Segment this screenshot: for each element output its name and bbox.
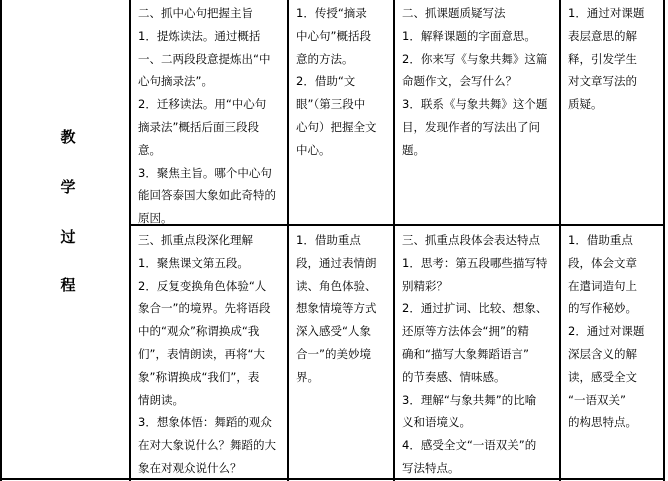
design-intent-cell [561,0,663,224]
cell-text-line: 眼”（第三段中 [296,97,366,112]
cell-text-line: 的节奏感、情味感。 [402,369,506,384]
cell-text-line: 深入感受“人象 [296,324,371,339]
cell-text-line: 3．聚焦主旨。哪个中心句 [138,165,272,180]
student-activity-cell [395,226,559,478]
side-label-char: 过 [60,228,76,246]
cell-text-line: “一语双关” [568,392,626,407]
cell-text-line: 目，发现作者的写法出了问 [402,119,540,134]
cell-text-line: 1．传授“摘录 [296,6,367,20]
cell-text-line: 象在对观众说什么？ [138,460,242,475]
cell-text-line: 3．理解“与象共舞”的比喻 [402,392,537,407]
cell-text-line: 题。 [402,142,425,157]
cell-text-line: 段，通过表情朗 [296,255,377,270]
cell-text-line: 还原等方法体会“拥”的精 [402,324,529,339]
teacher-activity-cell [131,226,287,478]
cell-text-line: 2．通过扩词、比较、想象、 [402,301,548,316]
cell-text-line: 1．聚焦课文第五段。 [138,255,249,270]
teaching-method-cell [289,226,393,478]
cell-text-line: 释，引发学生 [568,51,637,66]
cell-text-line: 的写作秘妙。 [568,301,637,316]
cell-text-line: 的构思特点。 [568,415,637,430]
cell-text-line: 心句）把握全文 [296,119,377,134]
table-border-right [663,0,665,481]
cell-text-line: 们”，表情朗读，再将“大 [138,346,265,361]
teaching-method-cell [289,0,393,224]
cell-text-line: 原因。 [138,211,173,224]
cell-text-line: 三、抓重点段体会表达特点 [402,233,540,247]
cell-text-line: 读、角色体验、 [296,278,377,293]
cell-text-line: 二、抓中心句把握主旨 [138,6,253,20]
cell-text-line: 对文章写法的 [568,74,637,89]
cell-text-line: 深层含义的解 [568,346,637,361]
cell-text-line: 1．思考：第五段哪些描写特 [402,255,548,270]
cell-text-line: 想象情境等方式 [296,301,377,316]
cell-text-line: 2．反复变换角色体验“人 [138,278,267,293]
cell-text-line: 在对大象说什么？舞蹈的大 [138,438,276,453]
cell-text-line: 命题作文，会写什么？ [402,74,517,89]
teacher-activity-cell [131,0,287,224]
cell-text-line: 象合一”的境界。先将语段 [138,301,271,316]
cell-text-line: 确和“描写大象舞蹈语言” [402,346,529,361]
cell-text-line: 能回答泰国大象如此奇特的 [138,188,276,203]
cell-text-line: 2．借助“文 [296,74,356,89]
cell-text-line: 1．解释课题的字面意思。 [402,28,536,43]
cell-text-line: 中心句”概括段 [296,28,371,43]
cell-text-line: 意的方法。 [296,51,354,66]
cell-text-line: 摘录法”概括后面三段段 [138,119,259,134]
cell-text-line: 2．迁移读法。用“中心句 [138,97,267,112]
cell-text-line: 读，感受全文 [568,369,637,384]
cell-text-line: 合一”的美妙境 [296,346,371,361]
cell-text-line: 在遣词造句上 [568,278,637,293]
side-label-char: 学 [60,178,76,196]
cell-text-line: 中心。 [296,142,331,157]
side-label-char: 教 [60,128,76,146]
cell-text-line: 情朗读。 [138,392,184,407]
cell-text-line: 4．感受全文“一语双关”的 [402,438,537,453]
cell-text-line: 段，体会文章 [568,255,637,270]
cell-text-line: 心句摘录法”。 [138,74,213,89]
cell-text-line: 义和语境义。 [402,415,471,430]
table-border-left [0,0,2,481]
cell-text-line: 1．借助重点 [296,233,361,247]
cell-text-line: 质疑。 [568,97,603,112]
cell-text-line: 3．联系《与象共舞》这个题 [402,97,548,112]
cell-text-line: 写法特点。 [402,460,460,475]
cell-text-line: 别精彩？ [402,278,448,293]
cell-text-line: 2．你来写《与象共舞》这篇 [402,51,548,66]
cell-text-line: 1．通过对课题 [568,6,645,20]
cell-text-line: 意。 [138,142,161,157]
table-border-bottom [0,478,665,480]
cell-text-line: 1．借助重点 [568,233,633,247]
side-label-char: 程 [60,276,76,294]
cell-text-line: 界。 [296,369,319,384]
cell-text-line: 一、二两段段意提炼出“中 [138,51,271,66]
student-activity-cell [395,0,559,224]
cell-text-line: 2．通过对课题 [568,324,645,339]
cell-text-line: 象”称谓换成“我们”，表 [138,369,260,384]
cell-text-line: 二、抓课题质疑写法 [402,6,506,20]
cell-text-line: 3．想象体悟：舞蹈的观众 [138,415,272,430]
design-intent-cell [561,226,663,478]
cell-text-line: 1．提炼读法。通过概括 [138,28,261,43]
cell-text-line: 中的“观众”称谓换成“我 [138,324,260,339]
cell-text-line: 表层意思的解 [568,28,637,43]
cell-text-line: 三、抓重点段深化理解 [138,233,253,247]
